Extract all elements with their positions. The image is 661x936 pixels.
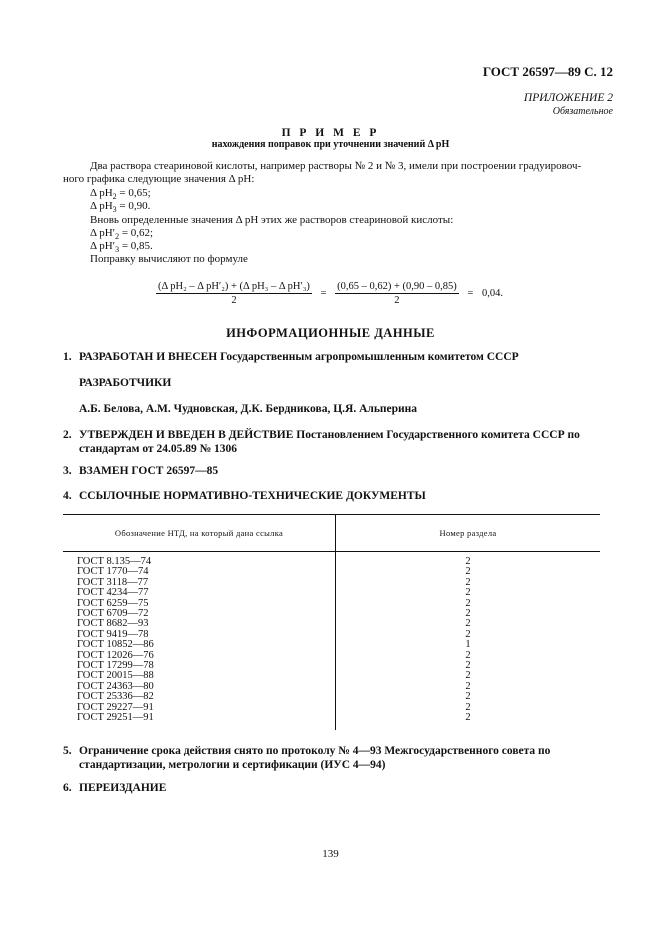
table-cell-document: ГОСТ 3118—77: [63, 578, 336, 588]
item-text: РАЗРАБОТАН И ВНЕСЕН Государственным агропромышленным комитетом СССР: [79, 351, 519, 363]
formula-result: 0,04.: [481, 288, 503, 299]
info-item-6: [63, 781, 603, 795]
table-cell-section: 2: [465, 597, 471, 609]
table-cell-section: 2: [465, 691, 471, 703]
intro-line-2: ного графика следующие значения Δ pH:: [63, 173, 255, 185]
formula-right-denominator: 2: [394, 295, 400, 306]
formula-intro: Поправку вычисляют по формуле: [90, 253, 248, 265]
table-row: [63, 713, 600, 729]
table-header-document: Обозначение НТД, на который дана ссылка: [63, 515, 336, 552]
formula-equals: =: [320, 288, 327, 299]
value-number: = 0,62;: [119, 227, 154, 239]
appendix-block: [524, 92, 613, 118]
table-cell-section: 2: [465, 618, 471, 630]
correction-formula: [156, 281, 509, 306]
info-item-2: [63, 428, 603, 456]
info-item-1: [63, 350, 603, 364]
references-table: [63, 514, 600, 730]
item-text: ПЕРЕИЗДАНИЕ: [79, 782, 167, 794]
intro-line-1: Два раствора стеариновой кислоты, например растворы № 2 и № 3, имели при построении градуировоч-: [90, 160, 582, 172]
value-label: Δ pH: [90, 200, 113, 212]
table-cell-section: 2: [465, 649, 471, 661]
formula-right-numerator: (0,65 – 0,62) + (0,90 – 0,85): [337, 281, 457, 292]
table-cell-document: ГОСТ 17299—78: [63, 661, 336, 671]
table-header-section: Номер раздела: [336, 515, 601, 552]
formula-right-fraction: [335, 281, 459, 306]
formula-left-denominator: 2: [231, 295, 237, 306]
table-cell-document: ГОСТ 12026—76: [63, 651, 336, 661]
info-item-4: [63, 489, 603, 503]
table-row: [63, 552, 600, 568]
table-cell-section: 2: [465, 576, 471, 588]
table-cell-section: 2: [465, 608, 471, 620]
table-cell-document: ГОСТ 10852—86: [63, 640, 336, 650]
value-number: = 0,65;: [116, 187, 151, 199]
formula-equals: =: [467, 288, 474, 299]
item-text: Ограничение срока действия снято по протоколу № 4—93 Межгосударственного совета по стандартизации, метрологии и сертификации (ИУС 4—94): [79, 745, 551, 771]
table-cell-section: 2: [465, 680, 471, 692]
example-subtitle: нахождения поправок при уточнении значений Δ pH: [211, 139, 450, 150]
table-cell-section: 2: [465, 712, 471, 724]
item-text: ВЗАМЕН ГОСТ 26597—85: [79, 465, 219, 477]
table-cell-document: ГОСТ 24363—80: [63, 682, 336, 692]
table-cell-document: ГОСТ 6259—75: [63, 599, 336, 609]
item-number: 3.: [63, 465, 72, 477]
page-number: 139: [322, 848, 339, 860]
info-item-5: [63, 744, 603, 772]
table-cell-document: ГОСТ 29227—91: [63, 703, 336, 713]
developers-label: РАЗРАБОТЧИКИ: [79, 377, 172, 389]
formula-left-fraction: [156, 281, 312, 306]
table-cell-document: ГОСТ 20015—88: [63, 671, 336, 681]
table-cell-section: 2: [465, 701, 471, 713]
table-cell-document: ГОСТ 25336—82: [63, 692, 336, 702]
item-number: 2.: [63, 429, 72, 441]
item-number: 6.: [63, 782, 72, 794]
table-cell-document: ГОСТ 29251—91: [63, 713, 336, 729]
table-cell-document: ГОСТ 6709—72: [63, 609, 336, 619]
value-number: = 0,90.: [116, 200, 151, 212]
value-label: Δ pH′: [90, 227, 116, 239]
item-number: 5.: [63, 745, 72, 757]
item-text: ССЫЛОЧНЫЕ НОРМАТИВНО-ТЕХНИЧЕСКИЕ ДОКУМЕНТЫ: [79, 490, 426, 502]
value-label: Δ pH: [90, 187, 113, 199]
value-subscript: 3: [115, 245, 120, 255]
table-cell-document: ГОСТ 1770—74: [63, 567, 336, 577]
table-cell-section: 2: [465, 566, 471, 578]
example-title: П Р И М Е Р: [281, 127, 380, 139]
appendix-label: ПРИЛОЖЕНИЕ 2: [523, 92, 613, 104]
table-cell-section: 2: [465, 660, 471, 672]
value-subscript: 2: [115, 232, 120, 242]
item-number: 4.: [63, 490, 72, 502]
value-label: Δ pH′: [90, 240, 116, 252]
table-cell-section: 2: [465, 556, 471, 567]
repeat-line: Вновь определенные значения Δ pH этих же растворов стеариновой кислоты:: [90, 214, 454, 226]
info-section-title: ИНФОРМАЦИОННЫЕ ДАННЫЕ: [226, 326, 435, 340]
table-cell-document: ГОСТ 9419—78: [63, 630, 336, 640]
standard-reference: ГОСТ 26597—89 С. 12: [482, 64, 613, 79]
table-cell-document: ГОСТ 8.135—74: [63, 552, 336, 568]
value-subscript: 2: [112, 192, 117, 202]
table-cell-document: ГОСТ 8682—93: [63, 619, 336, 629]
table-header-row: [63, 515, 600, 552]
appendix-status: Обязательное: [552, 106, 613, 117]
formula-left-numerator: (Δ pH₂ – Δ pH′₂) + (Δ pH₃ – Δ pH′₃): [158, 281, 310, 292]
item-text: УТВЕРЖДЕН И ВВЕДЕН В ДЕЙСТВИЕ Постановлением Государственного комитета СССР по стандартам от 24.05.89 № 1306: [79, 429, 580, 455]
table-cell-section: 2: [465, 628, 471, 640]
table-cell-section: 2: [465, 670, 471, 682]
info-item-3: [63, 464, 603, 478]
value-subscript: 3: [112, 205, 117, 215]
item-number: 1.: [63, 351, 72, 363]
table-cell-section: 2: [465, 587, 471, 599]
table-cell-document: ГОСТ 4234—77: [63, 588, 336, 598]
table-cell-section: 1: [465, 639, 471, 651]
value-number: = 0,85.: [119, 240, 153, 252]
developers-names: А.Б. Белова, А.М. Чудновская, Д.К. Бердникова, Ц.Я. Альперина: [79, 403, 418, 415]
